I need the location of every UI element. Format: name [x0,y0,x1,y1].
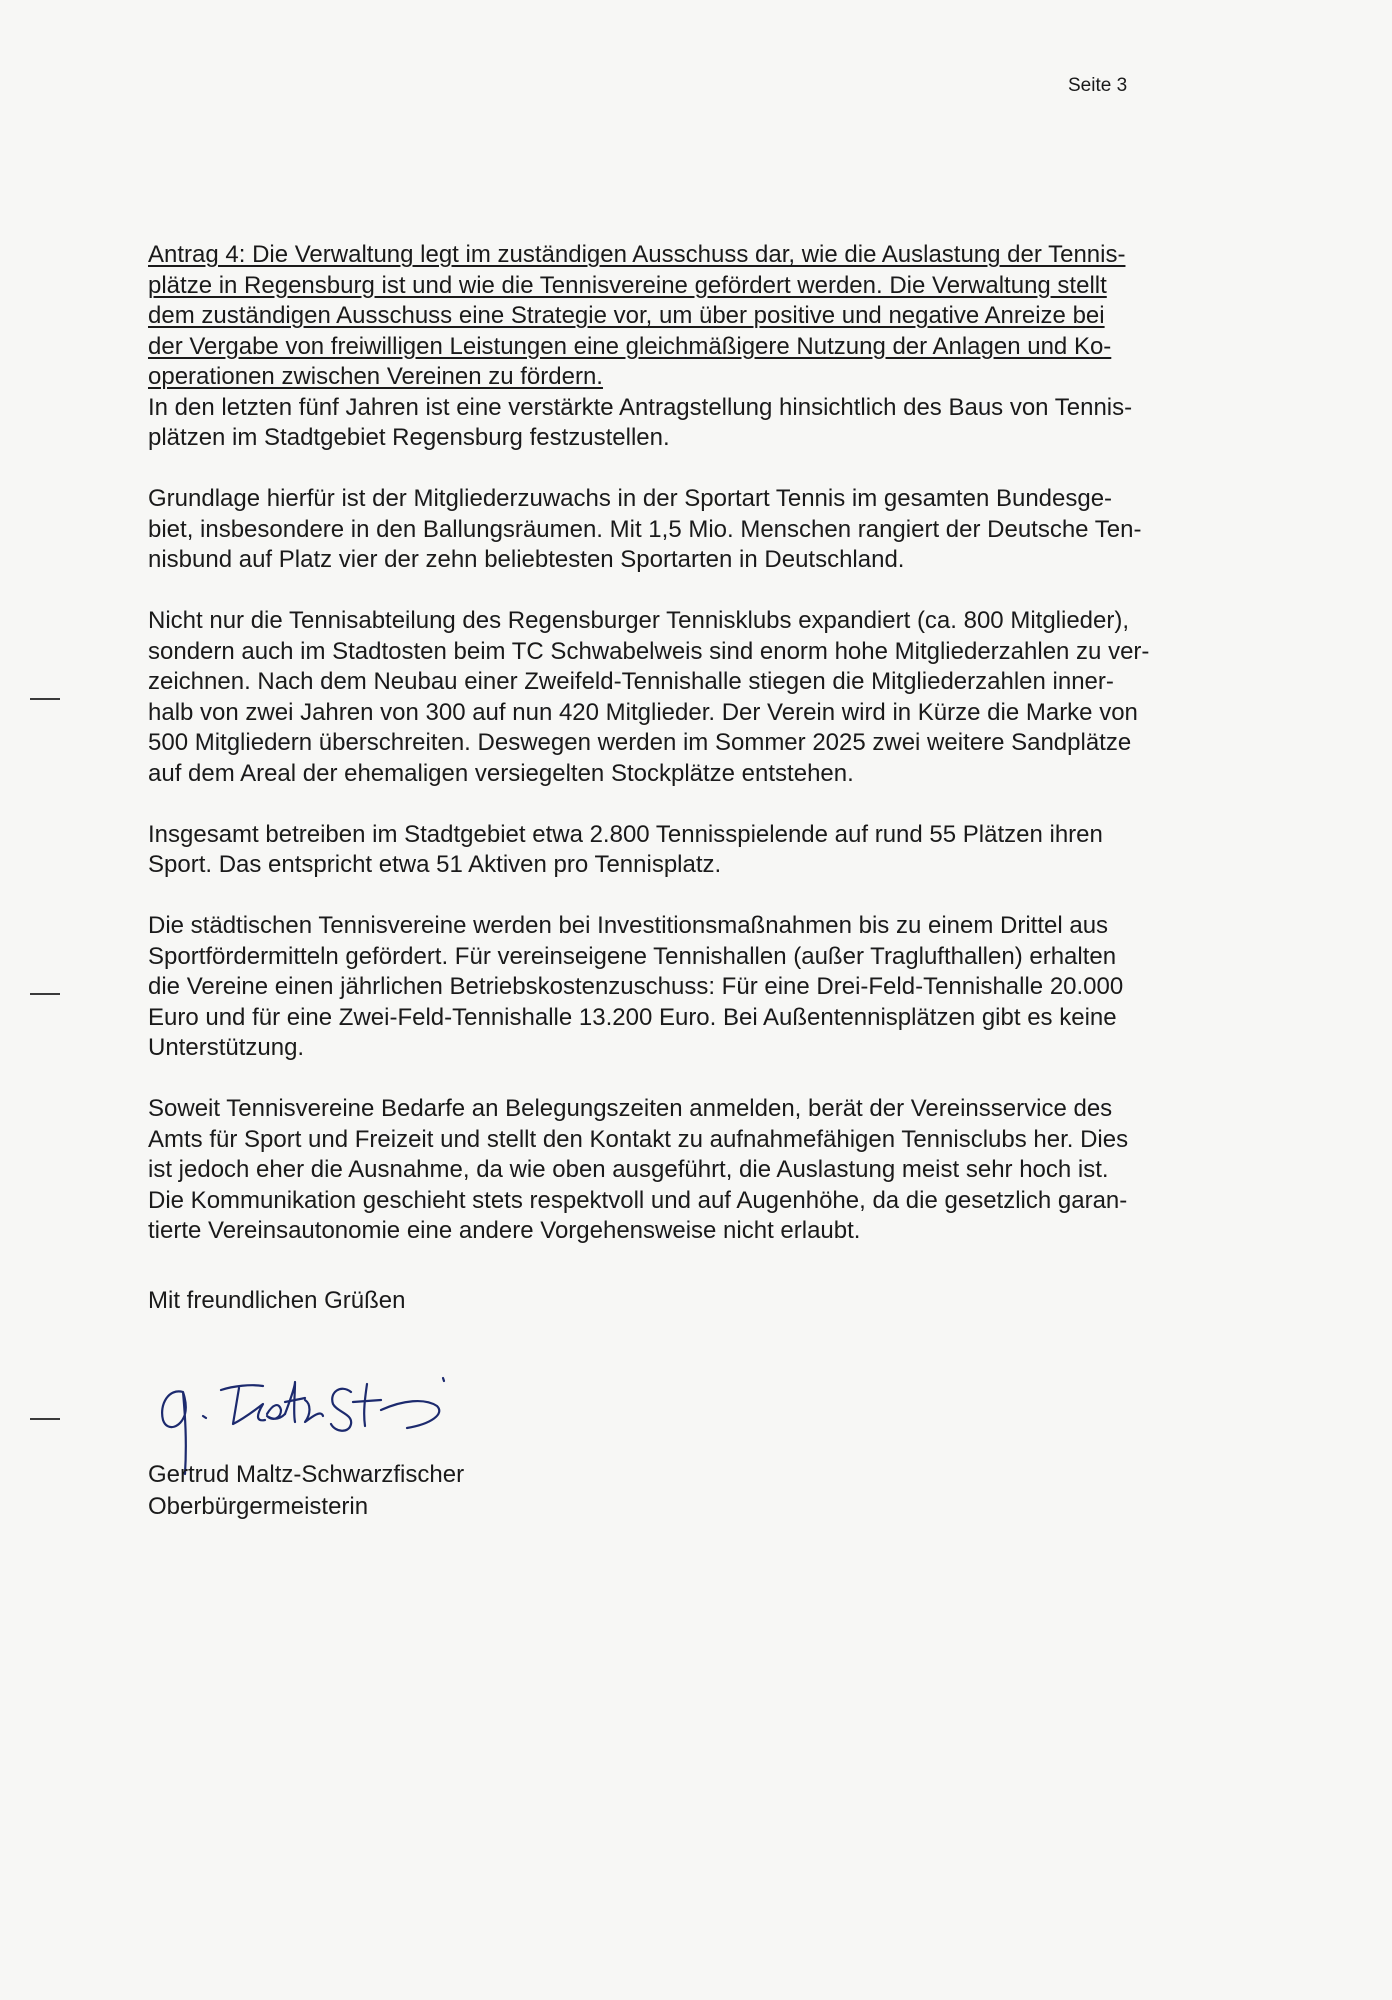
punch-mark [30,993,60,995]
page-number: Seite 3 [1068,75,1128,96]
paragraph-gap [148,454,1268,485]
text-line: Amts für Sport und Freizeit und stellt den Kontakt zu aufnahmefähigen Tennisclubs her. Dies [148,1125,1129,1153]
paragraph-club-service [148,1094,1268,1247]
fold-mark [30,1418,60,1420]
text-line: sondern auch im Stadtosten beim TC Schwabelweis sind enorm hohe Mitgliederzahlen zu ver- [148,637,1150,665]
motion-line: plätze in Regensburg ist und wie die Tennisvereine gefördert werden. Die Verwaltung stellt [148,271,1107,299]
motion-line: der Vergabe von freiwilligen Leistungen eine gleichmäßigere Nutzung der Anlagen und Ko- [148,332,1112,360]
text-line: die Vereine einen jährlichen Betriebskostenzuschuss: Für eine Drei-Feld-Tennishalle 20.000 [148,973,1124,1000]
closing-greeting: Mit freundlichen Grüßen [148,1287,406,1314]
intro-text [148,393,1268,454]
text-line: ist jedoch eher die Ausnahme, da wie oben ausgeführt, die Auslastung meist sehr hoch ist. [148,1156,1109,1183]
text-line: Die städtischen Tennisvereine werden bei Investitionsmaßnahmen bis zu einem Drittel aus [148,912,1109,939]
text-line: biet, insbesondere in den Ballungsräumen. Mit 1,5 Mio. Menschen rangiert der Deutsche Ten- [148,515,1142,543]
text-line: zeichnen. Nach dem Neubau einer Zweifeld-Tennishalle stiegen die Mitgliederzahlen inner- [148,668,1114,695]
paragraph-club-expansion [148,606,1268,789]
text-line: plätzen im Stadtgebiet Regensburg festzustellen. [148,424,670,451]
text-line: Unterstützung. [148,1034,305,1061]
motion-line: Antrag 4: Die Verwaltung legt im zuständigen Ausschuss dar, wie die Auslastung der Tennis- [148,241,1126,268]
text-line: 500 Mitgliedern überschreiten. Deswegen werden im Sommer 2025 zwei weitere Sandplätze [148,729,1132,756]
fold-mark [30,698,60,700]
text-line: Insgesamt betreiben im Stadtgebiet etwa 2.800 Tennisspielende auf rund 55 Plätzen ihren [148,820,1103,848]
paragraph-membership-growth [148,484,1268,576]
signature-block [148,1459,464,1523]
paragraph-gap [148,789,1268,820]
text-line: Euro und für eine Zwei-Feld-Tennishalle 13.200 Euro. Bei Außentennisplätzen gibt es keine [148,1003,1117,1031]
letter-body [148,240,1268,1247]
text-line: Grundlage hierfür ist der Mitgliederzuwachs in der Sportart Tennis im gesamten Bundesge- [148,485,1113,512]
text-line: In den letzten fünf Jahren ist eine verstärkte Antragstellung hinsichtlich des Baus von Tennis- [148,393,1133,421]
text-line: Die Kommunikation geschieht stets respektvoll und auf Augenhöhe, da die gesetzlich garan- [148,1186,1128,1214]
motion-text [148,240,1268,393]
paragraph-player-count [148,820,1268,881]
paragraph-gap [148,1064,1268,1095]
text-line: Sportfördermitteln gefördert. Für vereinseigene Tennishallen (außer Traglufthallen) erhalten [148,942,1117,970]
text-line: Sport. Das entspricht etwa 51 Aktiven pro Tennisplatz. [148,851,722,878]
text-line: nisbund auf Platz vier der zehn beliebtesten Sportarten in Deutschland. [148,546,905,573]
motion-line: dem zuständigen Ausschuss eine Strategie vor, um über positive und negative Anreize bei [148,302,1105,329]
paragraph-gap [148,576,1268,607]
text-line: Nicht nur die Tennisabteilung des Regensburger Tennisklubs expandiert (ca. 800 Mitglieder), [148,607,1130,634]
text-line: tierte Vereinsautonomie eine andere Vorgehensweise nicht erlaubt. [148,1217,861,1244]
text-line: Soweit Tennisvereine Bedarfe an Belegungszeiten anmelden, berät der Vereinsservice des [148,1095,1113,1122]
signer-title: Oberbürgermeisterin [148,1493,369,1520]
text-line: halb von zwei Jahren von 300 auf nun 420 Mitglieder. Der Verein wird in Kürze die Marke von [148,698,1138,726]
paragraph-gap [148,881,1268,912]
motion-line: operationen zwischen Vereinen zu fördern. [148,363,603,390]
paragraph-funding [148,911,1268,1064]
text-line: auf dem Areal der ehemaligen versiegelten Stockplätze entstehen. [148,759,854,787]
signer-name: Gertrud Maltz-Schwarzfischer [148,1461,465,1488]
